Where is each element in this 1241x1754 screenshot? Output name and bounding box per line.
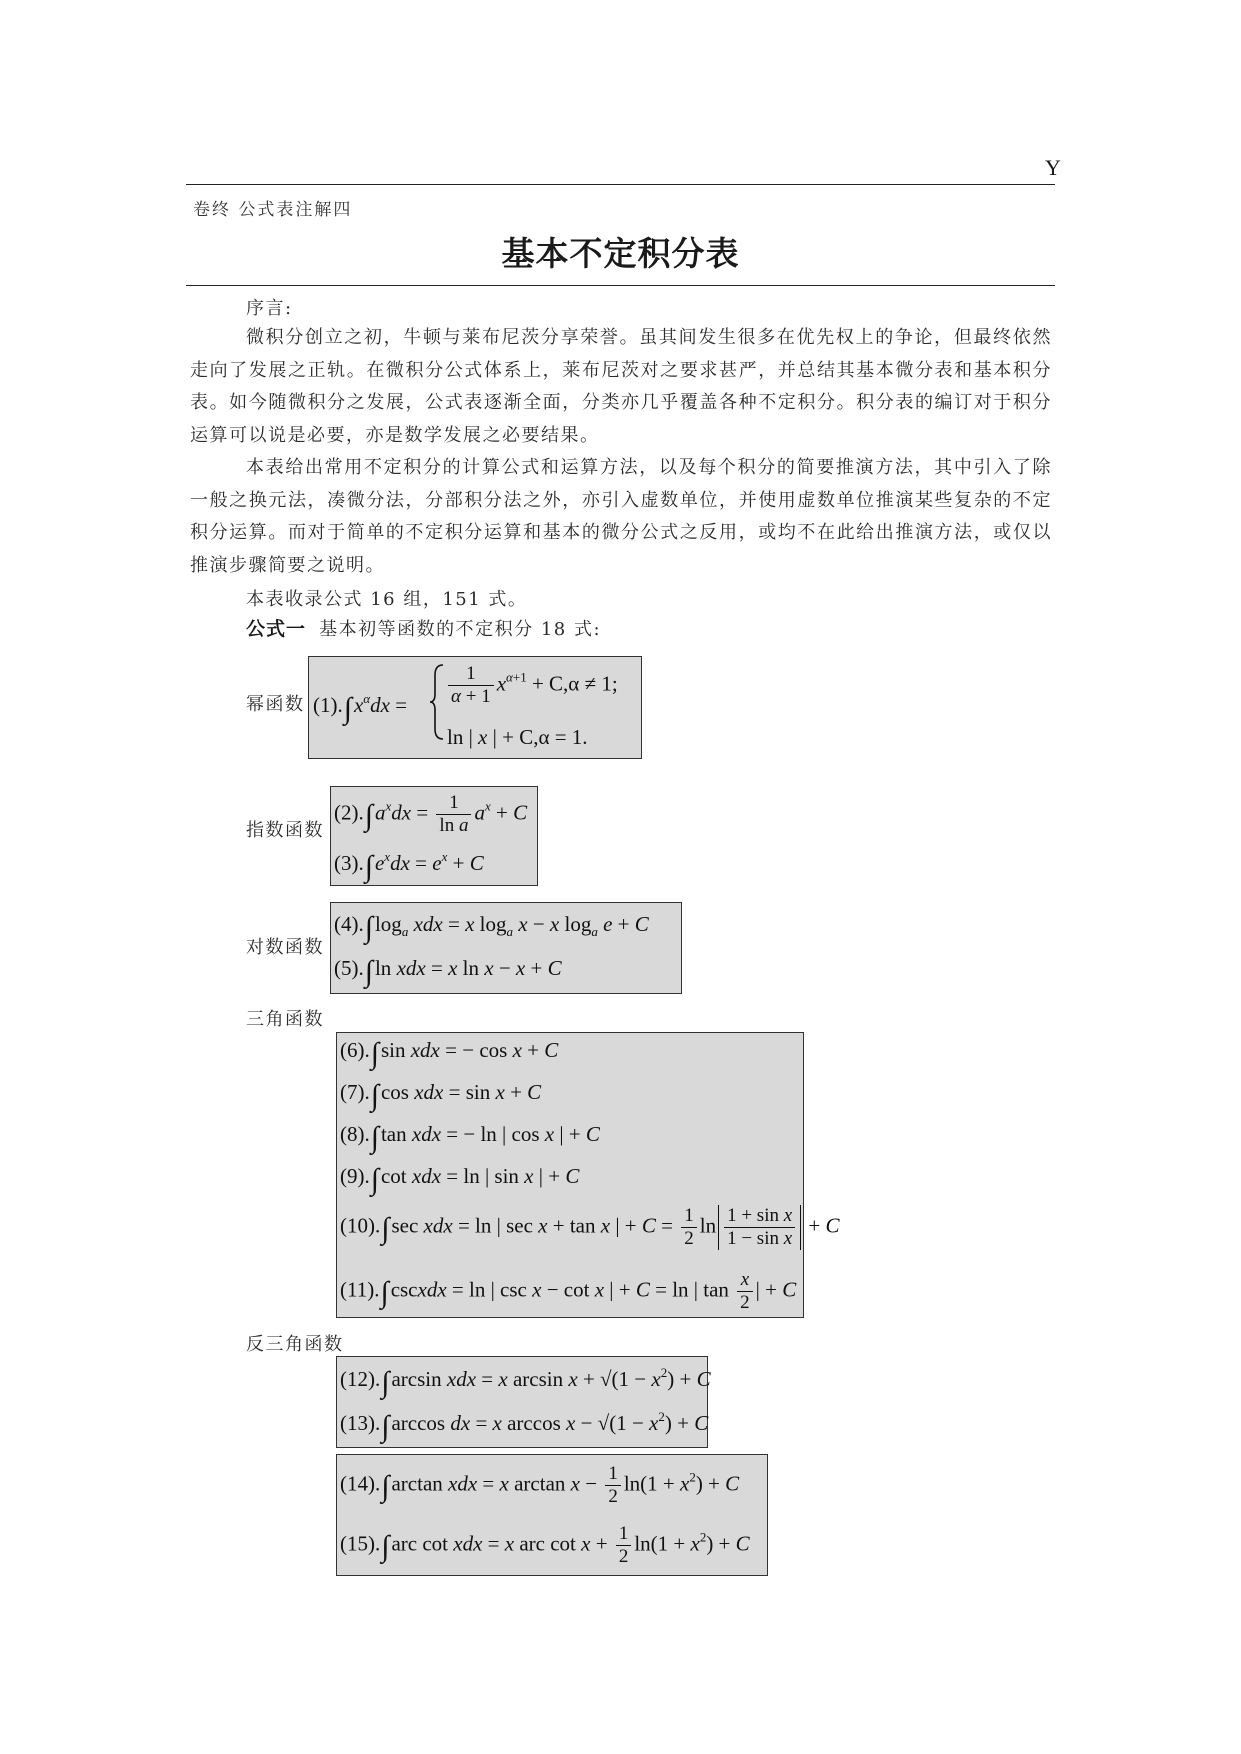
formula-box-power — [308, 656, 642, 759]
preface-label: 序言: — [246, 298, 293, 319]
formula-group-heading: 公式一 — [246, 618, 307, 640]
title-rule — [186, 285, 1055, 286]
category-inverse-trig: 反三角函数 — [246, 1334, 344, 1355]
formula-box-trigonometric — [336, 1032, 840, 1318]
formula-11: (11).∫cscxdx = ln | csc x − cot x | + C = ln | tan $\frac{x}{2}$ | + C — [340, 1269, 797, 1313]
formula-9: (9).∫cot xdx = ln | sin x | + C — [340, 1163, 580, 1196]
page-title: 基本不定积分表 — [501, 234, 740, 273]
left-brace-icon — [429, 663, 445, 741]
category-trigonometric: 三角函数 — [246, 1009, 324, 1030]
formula-count: 本表收录公式 16 组，151 式。 — [246, 589, 528, 610]
formula-12: (12).∫arcsin xdx = x $\arcsin x + √(1 - x^2) + C$ — [340, 1365, 711, 1399]
formula-6: (6).∫sin xdx = − cos x + C — [340, 1037, 559, 1070]
preface-paragraph-2: 本表给出常用不定积分的计算公式和运算方法，以及每个积分的简要推演方法，其中引入了除一般之换元法，凑微分法，分部积分法之外，亦引入虚数单位，并使用虚数单位推演某些复杂的不定积分运算。而对于简单的不定积分运算和基本的微分公式之反用，或均不在此给出推演方法，或仅以推演步骤简要之说明。 — [190, 457, 1052, 576]
formula-box-inverse-trig-1 — [336, 1356, 711, 1448]
formula-1-lhs: $(1).\int x^\alpha dx$ = — [313, 691, 408, 725]
category-exponential: 指数函数 — [246, 820, 324, 841]
page-letter: Y — [1045, 155, 1061, 180]
formula-1-case-1: $\frac{1}{\alpha + 1}$ $x^{\alpha+1} + C,\alpha \ne 1$; — [445, 663, 618, 708]
formula-1-case-2: ln | x | + C,α = 1. — [447, 725, 588, 749]
formula-10: (10).∫sec xdx = ln | sec x + tan x | + C = $\frac{1}{2}$ ln $\frac{\text{1 + sin x}}{\text{1 − sin x}}$ + C — [340, 1205, 840, 1249]
header-rule — [186, 184, 1055, 185]
formula-group-desc: 基本初等函数的不定积分 18 式: — [319, 619, 602, 640]
formula-2: $(2).\int a^xdx$ = $\frac{1}{\text{ln a}}$ $a^x + C$ — [334, 792, 528, 836]
formula-box-inverse-trig-2 — [336, 1454, 768, 1576]
category-power: 幂函数 — [246, 694, 305, 715]
formula-7: (7).∫cos xdx = sin x + C — [340, 1079, 542, 1112]
formula-4: $(4).\int\log_a$ xdx = x $\log_a x - x$ $\log_a e + C$ — [334, 911, 649, 944]
preface-paragraph-1: 微积分创立之初，牛顿与莱布尼茨分享荣誉。虽其间发生很多在优先权上的争论，但最终依然走向了发展之正轨。在微积分公式体系上，莱布尼茨对之要求甚严，并总结其基本微分表和基本积分表。如今随微积分之发展，公式表逐渐全面，分类亦几乎覆盖各种不定积分。积分表的编订对于积分运算可以说是必要，亦是数学发展之必要结果。 — [190, 327, 1052, 446]
formula-14: (14).∫arctan xdx = x arctan x − $\frac{1}{2}$ $\ln(1 + x^2) + C$ — [340, 1463, 740, 1507]
formula-box-logarithmic — [330, 902, 682, 994]
category-logarithmic: 对数函数 — [246, 937, 324, 958]
formula-15: (15).∫arc cot xdx = x arc cot x + $\frac{1}{2}$ $\ln(1 + x^2) + C$ — [340, 1523, 750, 1567]
formula-3: $(3).\int e^xdx = e^x + C$ — [334, 849, 484, 883]
formula-group-line — [246, 614, 601, 641]
formula-box-exponential — [330, 786, 538, 886]
formula-13: (13).∫arccos dx = x $\arccos x - √(1 - x^2) + C$ — [340, 1409, 709, 1443]
running-head: 卷终 公式表注解四 — [193, 200, 353, 220]
formula-8: (8).∫tan xdx = − ln | cos x | + C — [340, 1121, 600, 1154]
formula-5: (5).∫ln xdx = x ln x − x + C — [334, 955, 562, 988]
